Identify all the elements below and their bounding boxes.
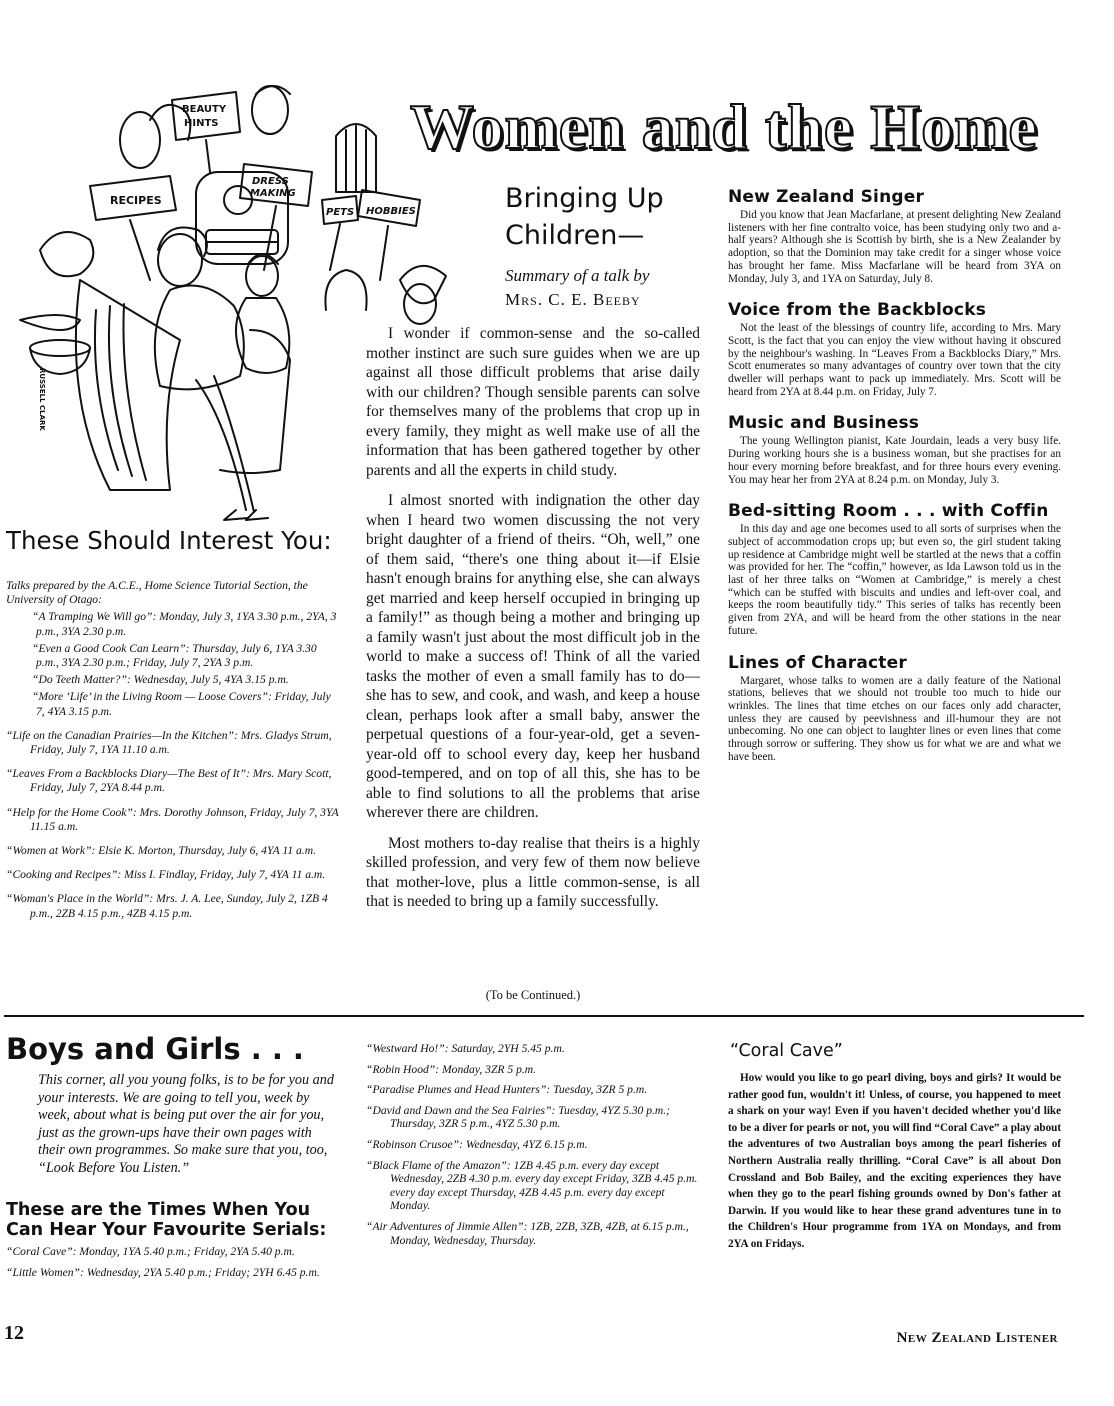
interest-heading: These Should Interest You: xyxy=(6,526,332,555)
list-item: “Air Adventures of Jimmie Allen”: 1ZB, 2ZB, 3ZB, 4ZB, at 6.15 p.m., Monday, Wednesday, Thursday. xyxy=(366,1219,689,1247)
talk-title-line-1: Bringing Up xyxy=(505,183,664,214)
publication-name: New Zealand Listener xyxy=(896,1330,1058,1346)
right-column-news xyxy=(728,187,1061,779)
serials-list-left xyxy=(6,1245,340,1286)
page-number: 12 xyxy=(4,1322,24,1344)
list-item: “Robin Hood”: Monday, 3ZR 5 p.m. xyxy=(366,1062,537,1076)
list-item: “Coral Cave”: Monday, 1YA 5.40 p.m.; Friday, 2YA 5.40 p.m. xyxy=(6,1245,295,1258)
illustration-label-hobbies: HOBBIES xyxy=(366,206,416,217)
list-item: “Leaves From a Backblocks Diary—The Best of It”: Mrs. Mary Scott, Friday, July 7, 2YA 8.44 p.m. xyxy=(6,767,332,795)
serial-times-heading xyxy=(6,1200,346,1240)
list-item: “Woman's Place in the World”: Mrs. J. A. Lee, Sunday, July 2, 1ZB 4 p.m., 2ZB 4.15 p.m., 4ZB 4.15 p.m. xyxy=(6,892,328,920)
interest-intro: Talks prepared by the A.C.E., Home Science Tutorial Section, the University of Otago: xyxy=(6,579,308,607)
talk-body xyxy=(366,324,700,923)
list-item: “Black Flame of the Amazon”: 1ZB 4.45 p.m. every day except Wednesday, 2ZB 4.30 p.m. every day except Friday, 3ZB 4.45 p.m. every day except Thursday, 4ZB 4.45 p.m. every day except Monday. xyxy=(366,1158,698,1213)
news-body: Did you know that Jean Macfarlane, at present delighting New Zealand listeners with her fine contralto voice, has been studying only two and a-half years? Although she is Scottish by birth, she is a New Zealander by adoption, so that the Dominion may take credit for a singer whose voice has brought her fame. Miss Macfarlane will be heard from 3YA on Monday, July 3, and 1YA on Saturday, July 8. xyxy=(728,209,1061,285)
news-body: Margaret, whose talks to women are a daily feature of the National stations, believes that we should not trouble too much to hide our wrinkles. The lines that time etches on our faces only add character, unless they are caused by peevishness and ill-humour they are not unbecoming. No one can object to laughter lines or even lines that come through sorrow or suffering. They show us for what we are and what we have been. xyxy=(728,674,1061,763)
news-body: In this day and age one becomes used to all sorts of surprises when the subject of accommodation crops up; but even so, the girl student taking up residence at Cambridge might well be startled at the news that a coffin was provided for her. The “coffin,” however, as Ida Lawson told us in the last of her three talks on “Women at Cambridge,” is merely a chest “which can be stuffed with biscuits and undies and left-over coal, and keeps the room beautifully tidy.” This series of talks has recently been given from 2YA, and will be heard from the other stations in the near future. xyxy=(728,523,1061,637)
talk-speaker: Mrs. C. E. Beeby xyxy=(505,290,641,309)
talk-paragraph: Most mothers to-day realise that theirs is a highly skilled profession, and very few of them now believe that mother-love, plus a little common-sense, is all that is needed to bring up a family successfully. xyxy=(366,834,700,910)
talk-subtitle: Summary of a talk by xyxy=(505,266,650,285)
list-item: “David and Dawn and the Sea Fairies”: Tuesday, 4YZ 5.30 p.m.; Thursday, 3ZR 5 p.m., 4YZ 5.30 p.m. xyxy=(366,1103,671,1131)
news-heading: Music and Business xyxy=(728,413,920,434)
list-item: “Help for the Home Cook”: Mrs. Dorothy Johnson, Friday, July 7, 3YA 11.15 a.m. xyxy=(6,805,339,833)
illustration-label-beauty-hints: BEAUTY xyxy=(182,104,227,115)
serial-times-heading-line-1: These are the Times When You xyxy=(6,1200,311,1220)
section-divider xyxy=(4,1015,1084,1017)
news-heading: Lines of Character xyxy=(728,652,907,673)
list-item: “Westward Ho!”: Saturday, 2YH 5.45 p.m. xyxy=(366,1042,565,1055)
news-heading: Bed-sitting Room . . . with Coffin xyxy=(728,501,1049,522)
list-item: “More ‘Life’ in the Living Room — Loose Covers”: Friday, July 7, 4YA 3.15 p.m. xyxy=(32,690,331,718)
serials-list-middle xyxy=(366,1042,700,1254)
news-body: Not the least of the blessings of country life, according to Mrs. Mary Scott, is the fact that you can enjoy the view without having it obscured by the neighbour's washing. In “Leaves From a Backblocks Diary,” Mrs. Scott enumerates so many advantages of country over town that the city dweller will perhaps want to pack up immediately. Mrs. Scott will be heard from 2YA at 8.44 p.m. on Friday, July 7. xyxy=(728,322,1061,398)
list-item: “Robinson Crusoe”: Wednesday, 4YZ 6.15 p.m. xyxy=(366,1137,588,1151)
serial-times-heading-line-2: Can Hear Your Favourite Serials: xyxy=(6,1220,327,1240)
illustration-label-beauty-hints-2: HINTS xyxy=(184,118,219,129)
list-item: “Women at Work”: Elsie K. Morton, Thursday, July 6, 4YA 11 a.m. xyxy=(6,844,316,858)
illustrator-signature: RUSSELL CLARK xyxy=(38,368,46,431)
list-item: “Paradise Plumes and Head Hunters”: Tuesday, 3ZR 5 p.m. xyxy=(366,1083,648,1097)
talk-title xyxy=(505,180,715,254)
boys-girls-heading: Boys and Girls . . . xyxy=(6,1032,304,1066)
list-item: “Life on the Canadian Prairies—In the Kitchen”: Mrs. Gladys Strum, Friday, July 7, 1YA 11.10 a.m. xyxy=(6,728,332,757)
interest-list xyxy=(6,579,340,921)
list-item: “Even a Good Cook Can Learn”: Thursday, July 6, 1YA 3.30 p.m., 3YA 2.30 p.m.; Friday, July 7, 2YA 3 p.m. xyxy=(32,641,317,670)
coral-cave-body: How would you like to go pearl diving, boys and girls? It would be rather good fun, wouldn't it! Unless, of course, you happened to meet a shark on your way! Even if you haven't decided whether you'd like to be a diver for pearls or not, you will find “Coral Cave” a play about the adventures of two Australian boys among the pearl fisheries of Northern Australia really thrilling. “Coral Cave” is all about Don Crossland and Bob Bailey, and the exciting experiences they have when they go to the pearl fishing grounds owned by Don's father at Darwin. If you would like to hear these grand adventures tune in to the Children's Hour programme from 1YA on Mondays, and from 2YA on Fridays. xyxy=(728,1072,1061,1250)
news-heading: Voice from the Backblocks xyxy=(728,300,987,321)
list-item: “Do Teeth Matter?”: Wednesday, July 5, 4YA 3.15 p.m. xyxy=(32,673,289,687)
illustration-label-pets: PETS xyxy=(326,207,355,218)
page-title: Women and the Home xyxy=(410,91,1038,162)
talk-paragraph: I almost snorted with indignation the other day when I heard two women discussing the not very bright daughter of a friend of theirs. “Oh, well,” one of them said, “there's one thing about it—if Elsie hasn't enough brains for anything else, she can always get married and keep herself occupied in bringing up a family!” as though being a mother and bringing up a family wasn't just about the most difficult job in the world to make a success of! Think of all the varied tasks the mother of even a small family has to do—she has to sew, and cook, and wash, and keep a house clean, perhaps look after a small baby, answer the perpetual questions of a four-year-old, get a seven-year-old off to school every day, keep her husband good-tempered, and on top of all this, she has to be able to find solutions to all the problems that arise wherever there are children. xyxy=(366,492,700,821)
talk-paragraph: I wonder if common-sense and the so-called mother instinct are such sure guides when we are up against all those difficult problems that arise daily with our children? Though sensible parents can solve for themselves many of the problems that crop up in every family, they might as well make use of all the information that has been gathered together by other parents and all the experts in child study. xyxy=(366,325,700,479)
illustration-label-recipes: RECIPES xyxy=(110,194,162,207)
list-item: “Little Women”: Wednesday, 2YA 5.40 p.m.; Friday; 2YH 6.45 p.m. xyxy=(6,1265,320,1279)
list-item: “Cooking and Recipes”: Miss I. Findlay, Friday, July 7, 4YA 11 a.m. xyxy=(6,868,326,882)
illustration-label-making: MAKING xyxy=(250,188,296,199)
list-item: “A Tramping We Will go”: Monday, July 3, 1YA 3.30 p.m., 2YA, 3 p.m., 3YA 2.30 p.m. xyxy=(32,610,337,638)
coral-cave-heading: “Coral Cave” xyxy=(730,1041,843,1061)
continued-note: (To be Continued.) xyxy=(485,988,581,1002)
news-body: The young Wellington pianist, Kate Jourdain, leads a very busy life. During working hours she is a business woman, but she practises for an hour every morning before breakfast, and for three hours every evening. You may hear her from 2YA at 8.24 p.m. on Monday, July 3. xyxy=(728,435,1061,486)
talk-title-line-2: Children— xyxy=(505,220,645,251)
boys-girls-intro: This corner, all you young folks, is to be for you and your interests. We are going to tell you, week by week, about what is being put over the air for you, just as the grown-ups have their own pages with their own programmes. So make sure that you, too, “Look Before You Listen.” xyxy=(38,1072,334,1176)
illustration-label-dress: DRESS xyxy=(252,176,289,187)
news-heading: New Zealand Singer xyxy=(728,187,925,207)
